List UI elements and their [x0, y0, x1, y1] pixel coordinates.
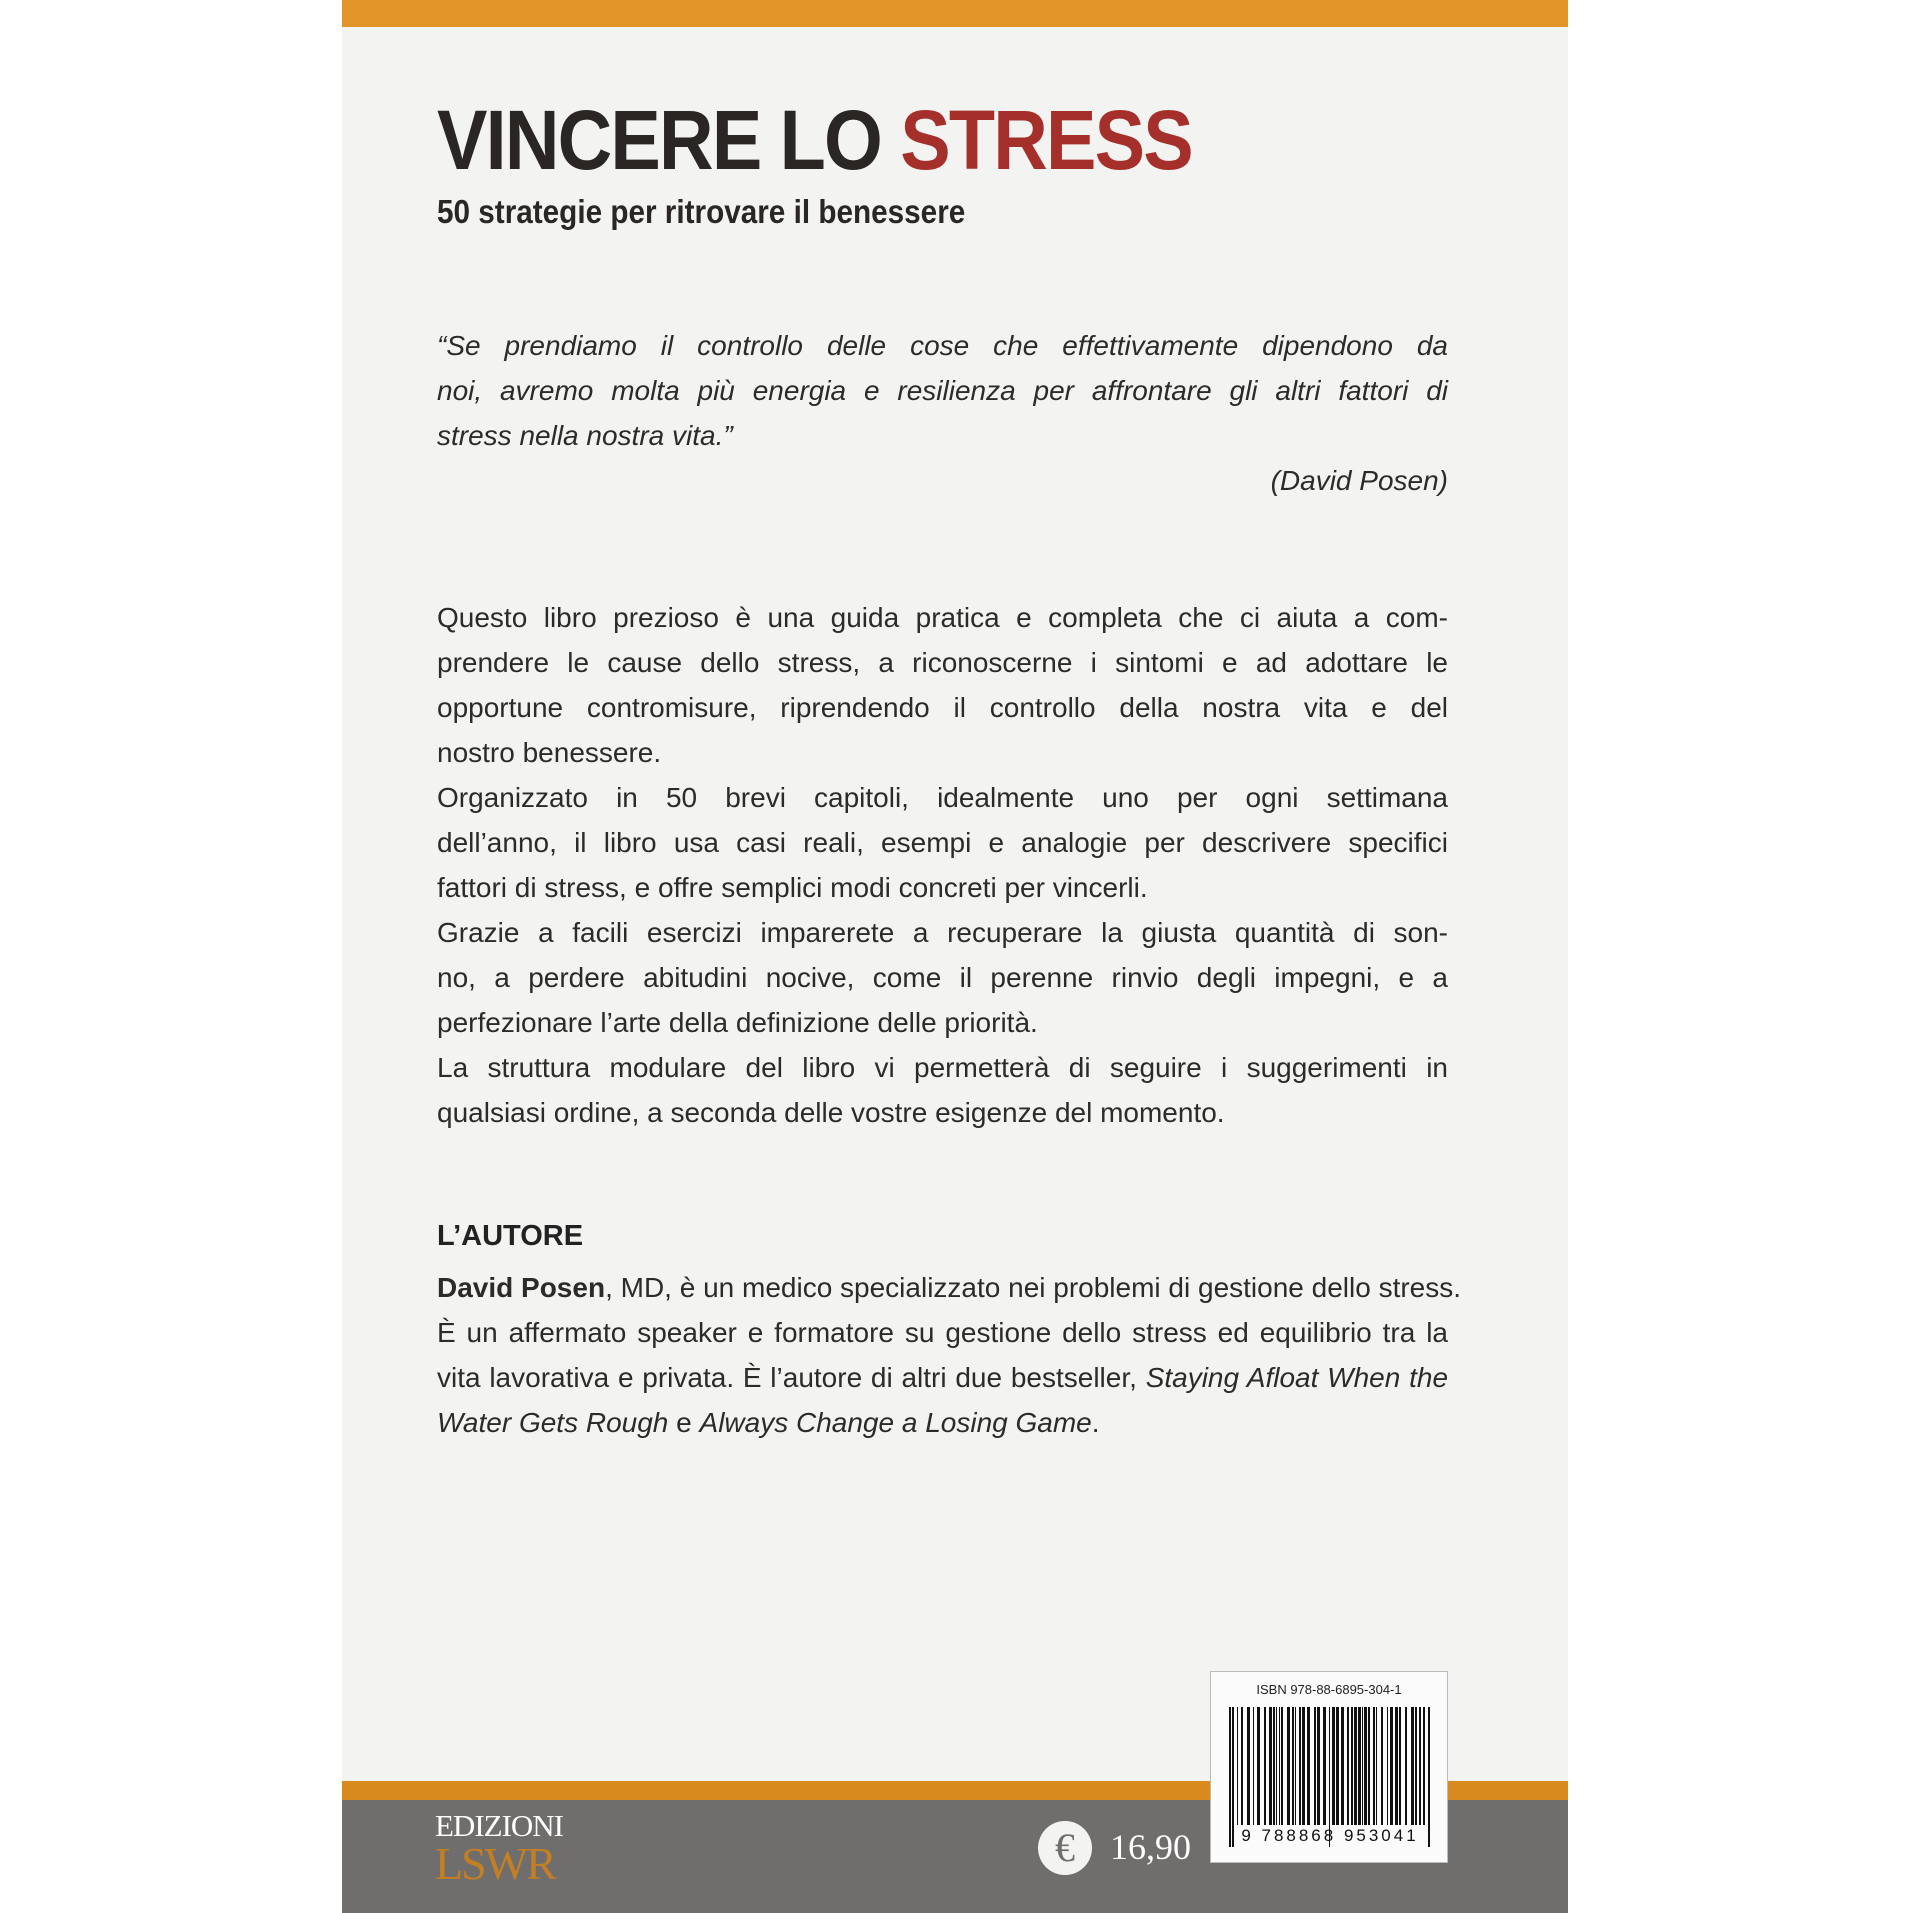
barcode-bar [1423, 1707, 1425, 1825]
author-text: È un affermato speaker e formatore su gestione dello stress ed equilibrio tra la [437, 1317, 1448, 1348]
publisher-line1: EDIZIONI [435, 1808, 564, 1843]
barcode-bar [1292, 1707, 1294, 1825]
barcode-bar [1279, 1707, 1280, 1825]
author-bio [437, 1265, 1462, 1445]
book-reference: Always Change a Losing Game [699, 1407, 1092, 1438]
description-line: qualsiasi ordine, a seconda delle vostre esigenze del momento. [437, 1097, 1225, 1128]
barcode-bar [1247, 1707, 1250, 1825]
description-line: Grazie a facili esercizi imparerete a recuperare la giusta quantità di son- [437, 917, 1448, 948]
book-subtitle: 50 strategie per ritrovare il benessere [437, 193, 966, 230]
description-line: Organizzato in 50 brevi capitoli, idealmente uno per ogni settimana [437, 782, 1448, 813]
barcode-bar [1387, 1707, 1388, 1825]
barcode-bar [1347, 1707, 1349, 1825]
description-line: no, a perdere abitudini nocive, come il perenne rinvio degli impegni, e a [437, 962, 1448, 993]
barcode-bar [1395, 1707, 1398, 1825]
barcode-bar [1368, 1707, 1370, 1825]
description-line: dell’anno, il libro usa casi reali, esempi e analogie per descrivere specifici [437, 827, 1448, 858]
barcode-bar [1317, 1707, 1320, 1825]
barcode-box [1210, 1671, 1448, 1863]
barcode-bar [1281, 1707, 1283, 1825]
publisher-line2: LSWR [435, 1838, 555, 1889]
title-main: VINCERE LO [437, 93, 901, 187]
description-line: Questo libro prezioso è una guida pratica e completa che ci aiuta a com- [437, 602, 1448, 633]
barcode-bar [1364, 1707, 1367, 1825]
barcode-bar [1295, 1707, 1296, 1825]
book-reference: Water Gets Rough [437, 1407, 669, 1438]
barcode-bar [1257, 1707, 1260, 1825]
author-name: David Posen [437, 1272, 606, 1303]
barcode-bar [1405, 1707, 1407, 1825]
top-orange-band [342, 0, 1568, 27]
publisher-logo [435, 1810, 563, 1887]
barcode-bar [1411, 1707, 1414, 1825]
quote-attribution: (David Posen) [1270, 465, 1448, 496]
quote-line: stress nella nostra vita.” [437, 420, 733, 451]
barcode-bar [1302, 1707, 1305, 1825]
description-line: La struttura modulare del libro vi permetterà di seguire i suggerimenti in [437, 1052, 1448, 1083]
ean-number: 9 788868 953041 [1241, 1826, 1419, 1845]
author-heading: L’AUTORE [437, 1220, 584, 1252]
barcode-bar [1276, 1707, 1277, 1825]
barcode-bar [1381, 1707, 1383, 1825]
title-highlight: STRESS [900, 93, 1192, 187]
barcode-bar [1399, 1707, 1401, 1825]
barcode-bar [1341, 1707, 1344, 1825]
description-line: fattori di stress, e offre semplici modi concreti per vincerli. [437, 872, 1148, 903]
barcode-bar [1354, 1707, 1357, 1825]
quote-line: noi, avremo molta più energia e resilienza per affrontare gli altri fattori di [437, 375, 1448, 406]
description-line: nostro benessere. [437, 737, 662, 768]
barcode-bar [1299, 1707, 1301, 1825]
description [437, 595, 1448, 1135]
barcode-bar [1390, 1707, 1393, 1825]
barcode-bar [1373, 1707, 1375, 1825]
barcode-bar [1332, 1707, 1335, 1825]
barcode-bar [1323, 1707, 1326, 1825]
description-line: opportune contromisure, riprendendo il controllo della nostra vita e del [437, 692, 1448, 723]
barcode-bar [1253, 1707, 1254, 1825]
barcode-bar [1264, 1707, 1266, 1825]
author-text: . [1091, 1407, 1100, 1438]
isbn: ISBN 978-88-6895-304-1 [1256, 1682, 1402, 1697]
price: 16,90 [1110, 1827, 1191, 1867]
barcode-bar [1314, 1707, 1316, 1825]
barcode-bar [1415, 1707, 1417, 1825]
book-back-cover [342, 0, 1568, 1913]
barcode-bar [1362, 1707, 1363, 1825]
barcode-bar [1419, 1707, 1421, 1825]
barcode-bar [1351, 1707, 1353, 1825]
author-text: , MD, è un medico specializzato nei problemi di gestione dello stress. [605, 1272, 1462, 1303]
barcode-bar [1269, 1707, 1272, 1825]
book-title [437, 92, 1192, 189]
quote [437, 323, 1448, 503]
description-line: prendere le cause dello stress, a riconoscerne i sintomi e ad adottare le [437, 647, 1448, 678]
euro-icon: € [1038, 1821, 1092, 1875]
barcode-bar [1307, 1707, 1310, 1825]
barcode-bar [1287, 1707, 1290, 1825]
barcode-bar [1273, 1707, 1275, 1825]
barcode-bar [1237, 1707, 1238, 1825]
barcode-bar [1376, 1707, 1377, 1825]
author-text: e [668, 1407, 700, 1438]
quote-line: “Se prendiamo il controllo delle cose che effettivamente dipendono da [437, 330, 1448, 361]
barcode-bar [1241, 1707, 1243, 1825]
barcode-bar [1358, 1707, 1361, 1825]
author-text: vita lavorativa e privata. È l’autore di altri due bestseller, [437, 1362, 1146, 1393]
description-line: perfezionare l’arte della definizione delle priorità. [437, 1007, 1038, 1038]
book-reference: Staying Afloat When the [1145, 1362, 1449, 1393]
barcode-bar [1336, 1707, 1339, 1825]
